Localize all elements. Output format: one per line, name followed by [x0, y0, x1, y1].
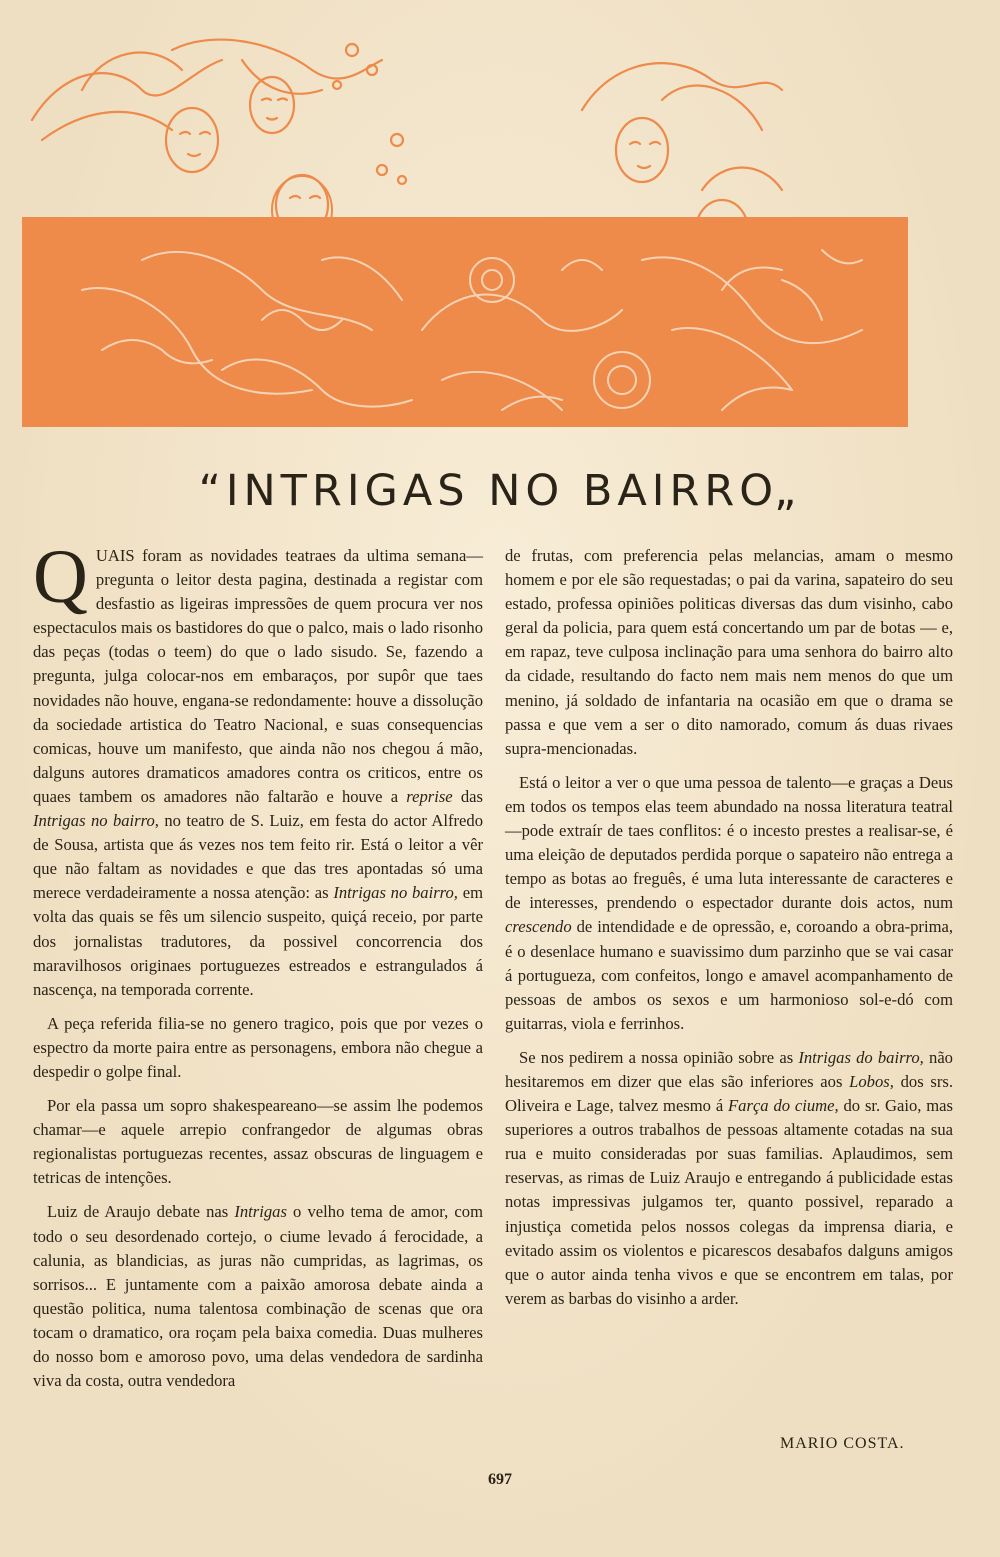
page-number: 697	[488, 1471, 512, 1488]
left-column	[33, 535, 483, 1403]
paragraph-7: Se nos pedirem a nossa opinião sobre as Intrigas do bairro, não hesitaremos em dizer que elas são inferiores aos Lobos, dos srs. Oliveira e Lage, talvez mesmo á Farça do ciume, do sr. Gaio, mas superiores a outros trabalhos de pessoas altamente cotadas na sua rua e muito consideradas por suas familias. Aplaudimos, sem reservas, as rimas de Luiz Araujo e entregando á publicidade estas notas impressivas julgamos ter, quanto possivel, reparado a injustiça cometida pelos nossos colegas da imprensa diaria, e evitado assim os violentos e picarescos desabafos dalguns amigos que o autor ainda tenha vivos e que se encontrem em talas, por verem as barbas do visinho a arder.	[505, 1047, 953, 1308]
article-title: “INTRIGAS NO BAIRRO„	[198, 466, 802, 516]
author-signature: MARIO COSTA.	[780, 1435, 905, 1452]
paragraph-3: Por ela passa um sopro shakespeareano—se assim lhe podemos chamar—e aquele arrepio confrangedor de algumas obras regionalistas portuguezas recentes, assaz obscuras de linguagem e tetricas de intenções.	[33, 1096, 483, 1188]
right-column	[505, 544, 953, 1321]
paragraph-6: Está o leitor a ver o que uma pessoa de talento—e graças a Deus em todos os tempos elas teem abundado na nossa literatura teatral—pode extraír de taes conflitos: é o incesto prestes a realisar-se, é uma eleição de deputados perdida porque o sapateiro não entrega a tempo as botas ao freguês, é uma luta interessante de caracteres e de interesses, prendendo o espectador durante dois actos, num crescendo de intendidade e de opressão, e, coroando a obra-prima, é o desenlace humano e suavissimo dum parzinho que se vai casar á portugueza, com confeitos, longo e amavel acompanhamento de pessoas de ambos os sexos e um harmonioso sol-e-dó com guitarras, viola e ferrinhos.	[505, 772, 953, 1033]
header-illustration	[22, 30, 922, 430]
paragraph-4: Luiz de Araujo debate nas Intrigas o velho tema de amor, com todo o seu desordenado cortejo, o ciume levado á ferocidade, a calunia, as blandicias, as juras não cumpridas, as lagrimas, os sorrisos... E juntamente com a paixão amorosa debate ainda a questão politica, numa talentosa combinação de scenas que ora tocam o dramatico, ora roçam pela baixa comedia. Duas mulheres do nosso bom e amoroso povo, uma delas vendedora de sardinha viva da costa, outra vendedora	[33, 1202, 483, 1391]
drop-cap: Q	[33, 535, 88, 619]
paragraph-5: de frutas, com preferencia pelas melancias, amam o mesmo homem e por ele são requestadas; o pai da varina, sapateiro do seu estado, professa opiniões politicas diversas das dum visinho, cabo geral da policia, para quem está concertando um par de botas — e, em rapaz, teve culposa inclinação para uma senhora do bairro alto da cidade, resultando do facto nem mais nem menos do que um menino, já soldado de infantaria na ocasião em que o drama se passa e que vem a ser o dito namorado, comum ás duas rivaes supra-mencionadas.	[505, 546, 953, 758]
paragraph-2: A peça referida filia-se no genero tragico, pois que por vezes o espectro da morte paira entre as personagens, embora não chegue a despedir o golpe final.	[33, 1013, 483, 1081]
paragraph-1: QUAIS foram as novidades teatraes da ultima semana—pregunta o leitor desta pagina, destinada a registar com desfastio as ligeiras impressões de quem procura ver nos espectaculos mais os bastidores do que o palco, mais o lado risonho das peças (todas o teem) do que o lado sisudo. Se, fazendo a pregunta, julga colocar-nos em embaraços, por supôr que taes novidades não houve, engana-se redondamente: houve a dissolução da sociedade artistica do Teatro Nacional, e suas consequencias comicas, houve um manifesto, que ainda não nos chegou á mão, dalguns autores dramaticos amadores contra os criticos, entre os quaes tambem os amadores não faltarão e houve a reprise das Intrigas no bairro, no teatro de S. Luiz, em festa do actor Alfredo de Sousa, artista que ás vezes nos tem feito rir. Está o leitor a vêr que não faltam as novidades e que das tres apontadas só uma merece verdadeiramente a nossa atenção: as Intrigas no bairro, em volta das quais se fês um silencio suspeito, quiçá receio, por parte dos jornalistas tradutores, da possivel concorrencia dos maravilhosos originaes portuguezes estreados e estrangulados á nascença, na temporada corrente.	[33, 535, 483, 999]
